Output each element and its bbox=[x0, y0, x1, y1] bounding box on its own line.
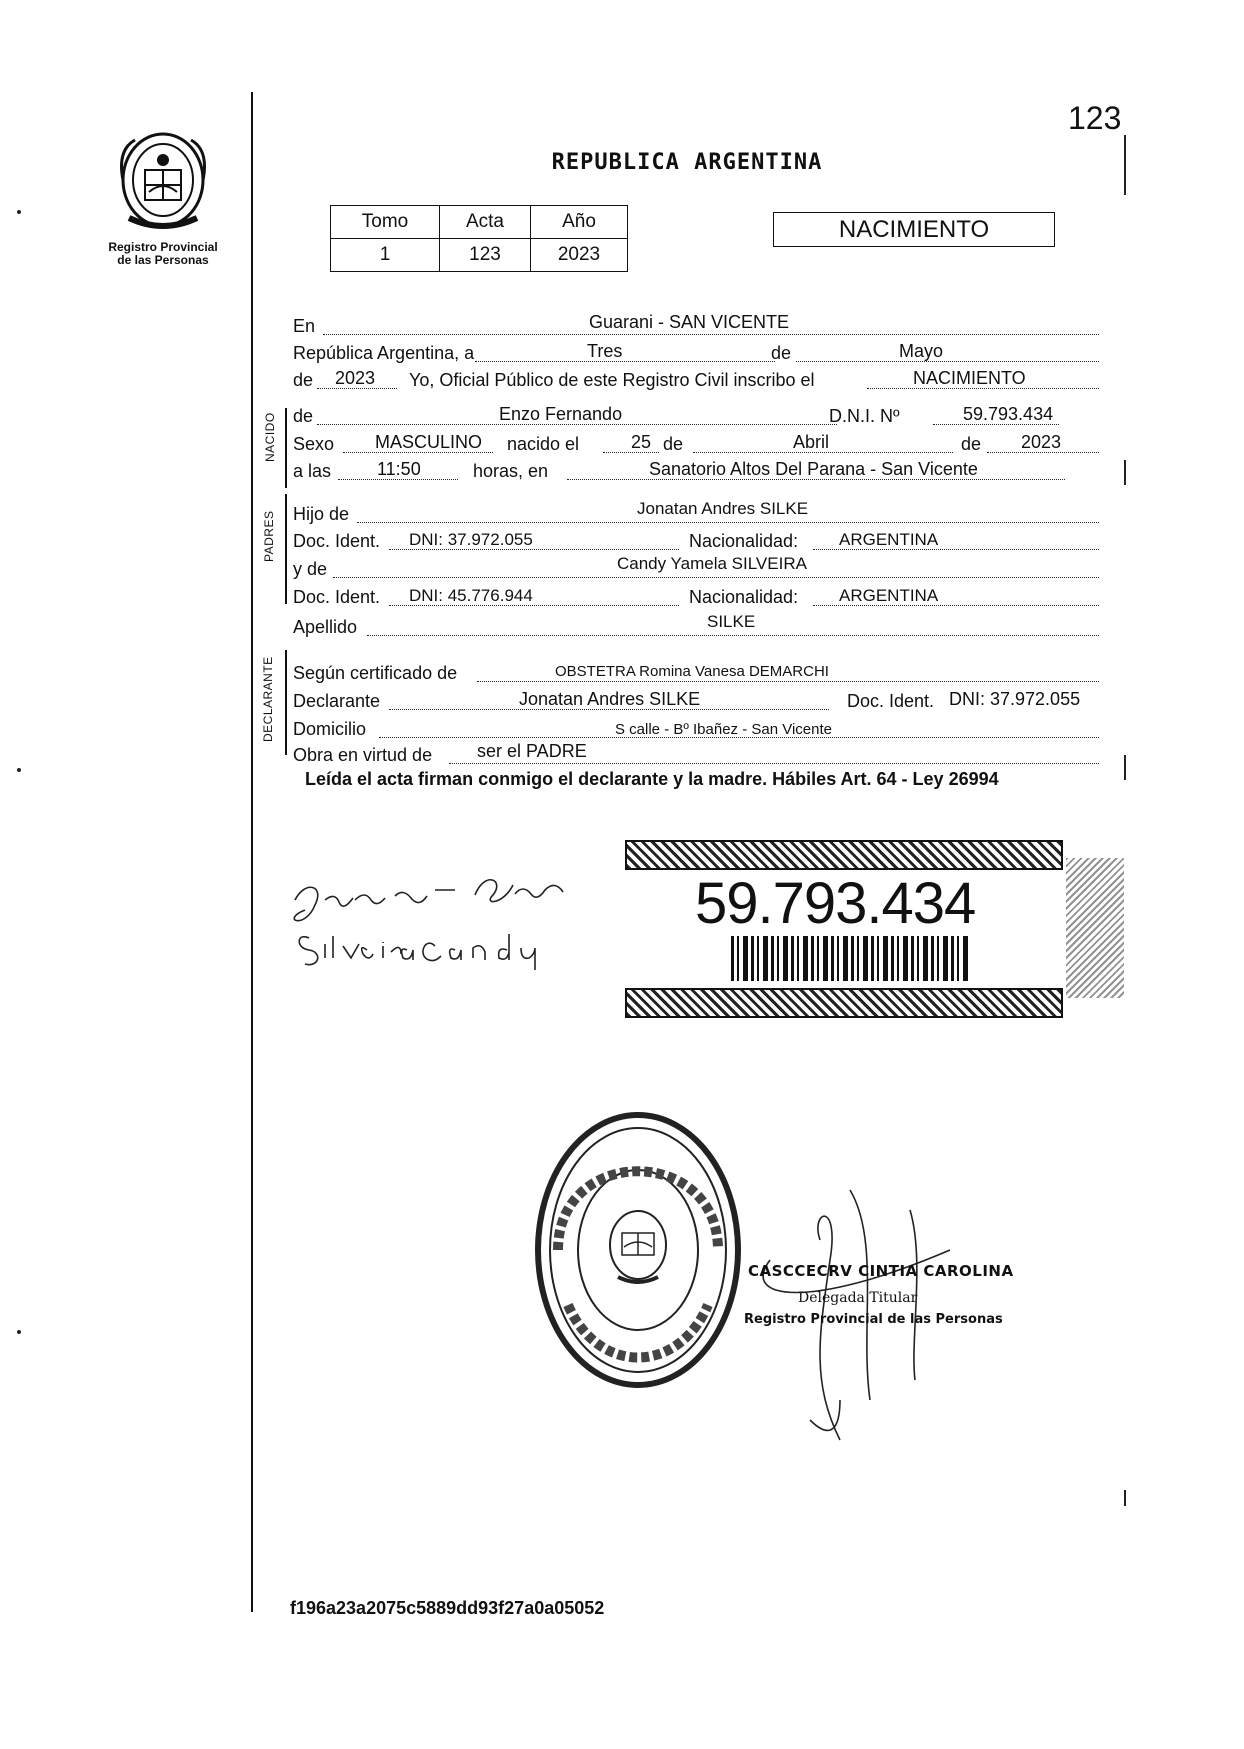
document-title: REPUBLICA ARGENTINA bbox=[551, 150, 823, 175]
form-row-nombre: de Enzo Fernando D.N.I. Nº 59.793.434 bbox=[293, 403, 1099, 429]
dni-barcode-sticker bbox=[625, 840, 1063, 1018]
official-stamp bbox=[528, 1105, 748, 1395]
closing-statement: Leída el acta firman conmigo el declarante y la madre. Hábiles Art. 64 - Ley 26994 bbox=[305, 769, 999, 789]
form-row-sexo: Sexo MASCULINO nacido el 25 de Abril de 2023 bbox=[293, 431, 1099, 457]
value-madre-nac: ARGENTINA bbox=[839, 586, 939, 605]
form-row-apellido bbox=[293, 614, 1099, 640]
value-apellido: SILKE bbox=[707, 612, 756, 631]
value-anio: 2023 bbox=[335, 368, 376, 388]
value-declarante-doc: DNI: 37.972.055 bbox=[949, 689, 1081, 709]
value-dni: 59.793.434 bbox=[963, 404, 1054, 424]
value-lugar-nac: Sanatorio Altos Del Parana - San Vicente bbox=[649, 459, 978, 479]
label-sexo: Sexo bbox=[293, 434, 335, 454]
label-en: En bbox=[293, 316, 316, 336]
value-padre-nac: ARGENTINA bbox=[839, 530, 939, 549]
register-value-anio: 2023 bbox=[531, 239, 628, 272]
barcode-icon bbox=[731, 936, 971, 981]
register-header: Año bbox=[531, 206, 628, 239]
label-declarante: Declarante bbox=[293, 691, 381, 711]
register-header-row bbox=[331, 206, 628, 239]
value-hora: 11:50 bbox=[377, 459, 421, 479]
value-nombre: Enzo Fernando bbox=[499, 404, 623, 424]
edge-mark bbox=[1124, 460, 1126, 485]
value-obra: ser el PADRE bbox=[477, 741, 587, 761]
section-label-declarante: DECLARANTE bbox=[261, 656, 275, 742]
form-row-padre-doc bbox=[293, 528, 1099, 554]
logo-caption-line2: de las Personas bbox=[117, 253, 209, 267]
register-header: Acta bbox=[440, 206, 531, 239]
label-doc-ident: Doc. Ident. bbox=[293, 587, 381, 607]
label-hijo-de: Hijo de bbox=[293, 504, 350, 524]
value-domicilio: S calle - Bº Ibañez - San Vicente bbox=[615, 721, 832, 738]
value-lugar: Guarani - SAN VICENTE bbox=[589, 312, 790, 332]
value-mes: Mayo bbox=[899, 341, 944, 361]
label-republica: República Argentina, a bbox=[293, 343, 475, 363]
value-acto: NACIMIENTO bbox=[913, 368, 1026, 388]
register-table bbox=[330, 205, 628, 272]
label-obra: Obra en virtud de bbox=[293, 745, 433, 765]
handwritten-signatures bbox=[285, 860, 605, 970]
label-oficial: Yo, Oficial Público de este Registro Civil inscribo el bbox=[409, 370, 815, 390]
document-hash: f196a23a2075c5889dd93f27a0a05052 bbox=[290, 1598, 605, 1618]
value-certificado: OBSTETRA Romina Vanesa DEMARCHI bbox=[555, 663, 829, 680]
value-sexo: MASCULINO bbox=[375, 432, 483, 452]
security-pattern bbox=[1066, 858, 1124, 998]
guilloche-band bbox=[625, 840, 1063, 870]
register-value-tomo: 1 bbox=[331, 239, 440, 272]
barcode-number: 59.793.434 bbox=[695, 871, 976, 936]
value-padre: Jonatan Andres SILKE bbox=[637, 499, 809, 518]
official-office: Registro Provincial de las Personas bbox=[744, 1312, 1003, 1327]
label-nacionalidad: Nacionalidad: bbox=[689, 531, 799, 551]
value-madre-doc: DNI: 45.776.944 bbox=[409, 586, 533, 605]
scan-dot bbox=[17, 1330, 21, 1334]
form-row-en bbox=[293, 313, 1099, 339]
official-name: CASCCECRV CINTIA CAROLINA bbox=[748, 1262, 1014, 1280]
margin-line bbox=[251, 92, 253, 1612]
value-dia: Tres bbox=[587, 341, 623, 361]
value-dia-nac: 25 bbox=[631, 432, 652, 452]
form-row-declarante bbox=[293, 688, 1099, 714]
form-row-madre-doc bbox=[293, 584, 1099, 610]
logo-caption-line1: Registro Provincial bbox=[108, 240, 218, 254]
form-row-domicilio bbox=[293, 716, 1099, 742]
label-apellido: Apellido bbox=[293, 617, 358, 637]
scan-dot bbox=[17, 768, 21, 772]
form-row-madre bbox=[293, 556, 1099, 582]
value-padre-doc: DNI: 37.972.055 bbox=[409, 530, 533, 549]
scan-dot bbox=[17, 210, 21, 214]
guilloche-band bbox=[625, 988, 1063, 1018]
label-y-de: y de bbox=[293, 559, 328, 579]
act-type-box: NACIMIENTO bbox=[773, 212, 1055, 247]
register-header: Tomo bbox=[331, 206, 440, 239]
label-dni: D.N.I. Nº bbox=[829, 406, 900, 426]
section-label-padres: PADRES bbox=[262, 510, 276, 562]
label-nacionalidad: Nacionalidad: bbox=[689, 587, 799, 607]
label-horas-en: horas, en bbox=[473, 461, 549, 481]
section-label-nacido: NACIDO bbox=[263, 412, 277, 462]
provincial-seal-icon bbox=[115, 130, 211, 230]
label-nacido: nacido el bbox=[507, 434, 580, 454]
label-doc-ident: Doc. Ident. bbox=[293, 531, 381, 551]
edge-mark bbox=[1124, 755, 1126, 780]
value-mes-nac: Abril bbox=[793, 432, 830, 452]
label-domicilio: Domicilio bbox=[293, 719, 367, 739]
form-row-obra bbox=[293, 742, 1099, 768]
label-declarante-doc: Doc. Ident. bbox=[847, 691, 935, 711]
label-certificado: Según certificado de bbox=[293, 663, 458, 683]
form-row-certificado bbox=[293, 660, 1099, 686]
value-anio-nac: 2023 bbox=[1021, 432, 1062, 452]
edge-mark bbox=[1124, 1490, 1126, 1506]
label-de: de bbox=[771, 343, 792, 363]
label-a-las: a las bbox=[293, 461, 332, 481]
form-row-fecha bbox=[293, 340, 1099, 366]
form-row-padre bbox=[293, 501, 1099, 527]
official-title: Delegada Titular bbox=[798, 1290, 918, 1306]
value-declarante: Jonatan Andres SILKE bbox=[519, 689, 701, 709]
register-value-acta: 123 bbox=[440, 239, 531, 272]
register-value-row bbox=[331, 239, 628, 272]
form-row-anio: de 2023 Yo, Oficial Público de este Registro Civil inscribo el NACIMIENTO bbox=[293, 367, 1099, 393]
value-madre: Candy Yamela SILVEIRA bbox=[617, 554, 807, 573]
page-number: 123 bbox=[1068, 100, 1122, 136]
form-row-hora bbox=[293, 458, 1099, 484]
